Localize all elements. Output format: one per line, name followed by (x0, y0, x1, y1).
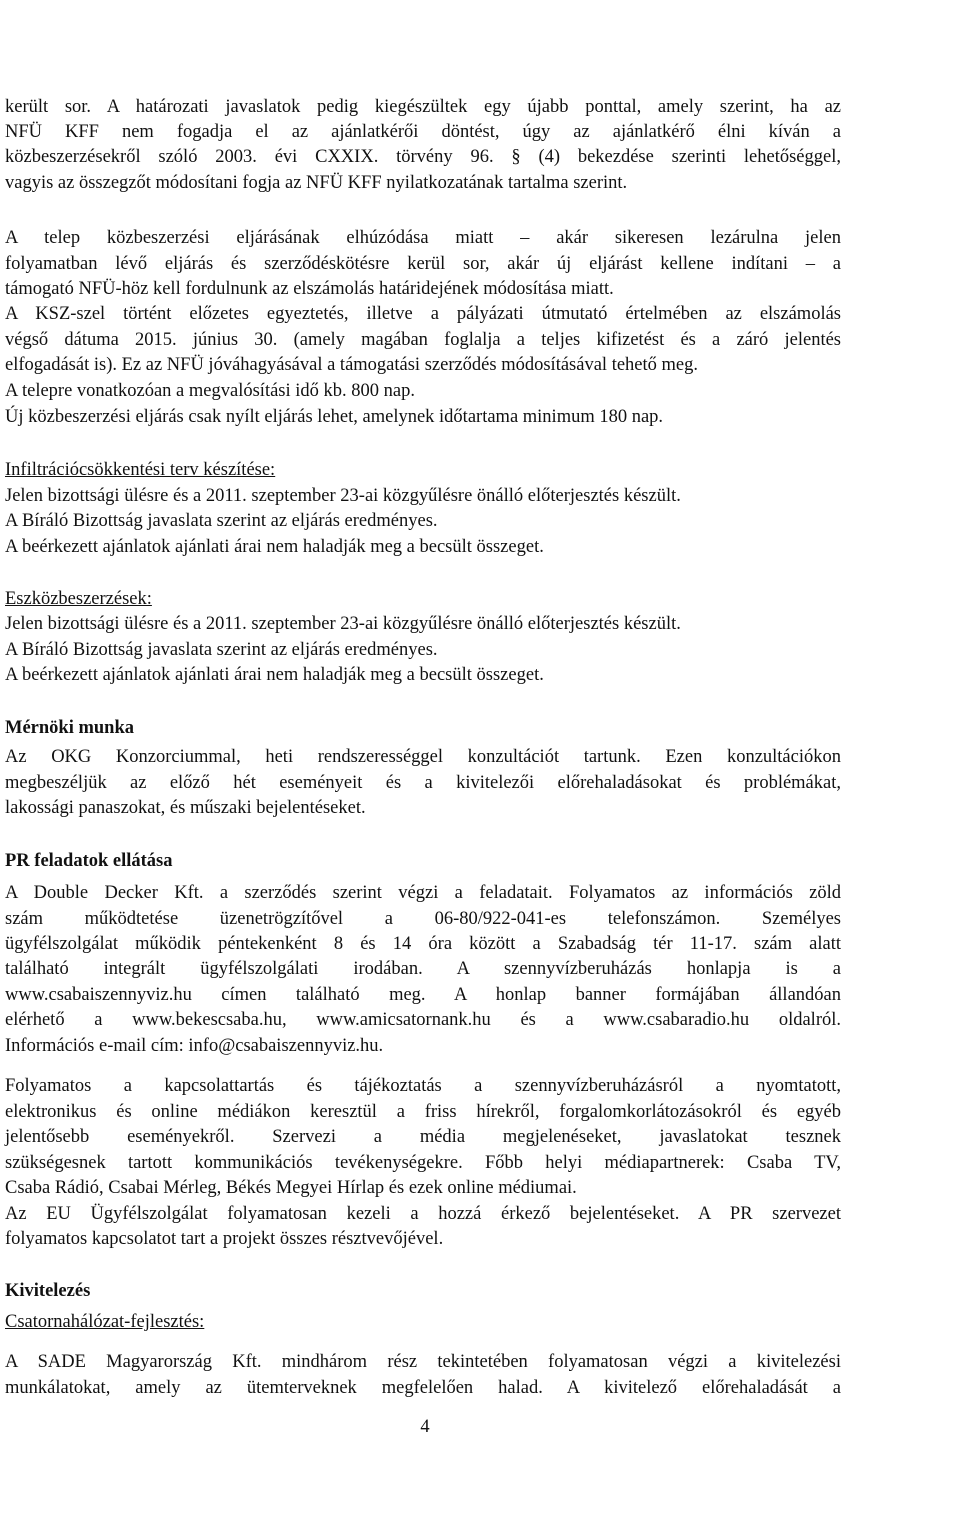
paragraph-line: munkálatokat, amely az ütemterveknek megfelelően halad. A kivitelező előrehaladását a (5, 1378, 841, 1398)
paragraph-line: A Double Decker Kft. a szerződés szerint végzi a feladatait. Folyamatos az információs zöld (5, 883, 841, 903)
paragraph-line: vagyis az összegzőt módosítani fogja az NFÜ KFF nyilatkozatának tartalma szerint. (5, 173, 628, 193)
paragraph-line: Csaba Rádió, Csabai Mérleg, Békés Megyei Hírlap és ezek online médiumai. (5, 1178, 577, 1198)
page-number: 4 (420, 1417, 430, 1437)
paragraph-line: Információs e-mail cím: info@csabaiszennyviz.hu. (5, 1036, 384, 1056)
paragraph-line: A Bíráló Bizottság javaslata szerint az eljárás eredményes. (5, 640, 438, 660)
paragraph-line: folyamatban lévő eljárás és szerződéskötésre kerül sor, akár új eljárást kellene indítani – a (5, 254, 841, 274)
paragraph-line: www.csabaiszennyviz.hu címen található meg. A honlap banner formájában állandóan (5, 985, 841, 1005)
paragraph-line: A KSZ-szel történt előzetes egyeztetés, illetve a pályázati útmutató értelmében az elszámolás (5, 304, 841, 324)
paragraph-line: Az EU Ügyfélszolgálat folyamatosan kezeli a hozzá érkező bejelentéseket. A PR szervezet (5, 1204, 841, 1224)
paragraph-line: Új közbeszerzési eljárás csak nyílt eljárás lehet, amelynek időtartama minimum 180 nap. (5, 407, 664, 427)
paragraph-line: támogató NFÜ-höz kell fordulnunk az elszámolás határidejének módosítása miatt. (5, 279, 614, 299)
paragraph-line: elektronikus és online médiákon keresztül a friss hírekről, forgalomkorlátozásokról és egyéb (5, 1102, 841, 1122)
section-subheading: Infiltrációcsökkentési terv készítése: (5, 460, 276, 480)
paragraph-line: végső dátuma 2015. június 30. (amely magában foglalja a teljes kifizetést és a záró jelentés (5, 330, 841, 350)
paragraph-line: közbeszerzésekről szóló 2003. évi CXXIX. törvény 96. § (4) bekezdése szerinti lehetőséggel, (5, 147, 841, 167)
paragraph-line: lakossági panaszokat, és műszaki bejelentéseket. (5, 798, 366, 818)
paragraph-line: található integrált ügyfélszolgálati irodában. A szennyvízberuházás honlapja is a (5, 959, 841, 979)
paragraph-line: Jelen bizottsági ülésre és a 2011. szeptember 23-ai közgyűlésre önálló előterjesztés készült. (5, 614, 681, 634)
paragraph-line: elérhető a www.bekescsaba.hu, www.amicsatornank.hu és a www.csabaradio.hu oldalról. (5, 1010, 841, 1030)
paragraph-line: elfogadását is). Ez az NFÜ jóváhagyásával a támogatási szerződés módosításával tehető meg. (5, 355, 698, 375)
section-subheading: Csatornahálózat-fejlesztés: (5, 1312, 205, 1332)
paragraph-line: Folyamatos a kapcsolattartás és tájékoztatás a szennyvízberuházásról a nyomtatott, (5, 1076, 841, 1096)
paragraph-line: ügyfélszolgálat működik péntekenként 8 és 14 óra között a Szabadság tér 11-17. szám alatt (5, 934, 841, 954)
paragraph-line: szükségesnek tartott kommunikációs tevékenységekre. Főbb helyi médiapartnerek: Csaba TV, (5, 1153, 841, 1173)
paragraph-line: NFÜ KFF nem fogadja el az ajánlatkérői döntést, úgy az ajánlatkérő élni kíván a (5, 122, 841, 142)
section-heading: Mérnöki munka (5, 718, 135, 738)
paragraph-line: A Bíráló Bizottság javaslata szerint az eljárás eredményes. (5, 511, 438, 531)
section-heading: Kivitelezés (5, 1281, 91, 1301)
paragraph-line: Jelen bizottsági ülésre és a 2011. szeptember 23-ai közgyűlésre önálló előterjesztés készült. (5, 486, 681, 506)
section-subheading: Eszközbeszerzések: (5, 589, 152, 609)
paragraph-line: Az OKG Konzorciummal, heti rendszerességgel konzultációt tartunk. Ezen konzultációkon (5, 747, 841, 767)
paragraph-line: A telep közbeszerzési eljárásának elhúzódása miatt – akár sikeresen lezárulna jelen (5, 228, 841, 248)
paragraph-line: A beérkezett ajánlatok ajánlati árai nem haladják meg a becsült összeget. (5, 537, 544, 557)
paragraph-line: megbeszéljük az előző hét eseményeit és a kivitelezői előrehaladásokat és problémákat, (5, 773, 841, 793)
paragraph-line: A telepre vonatkozóan a megvalósítási idő kb. 800 nap. (5, 381, 415, 401)
paragraph-line: jelentősebb eseményekről. Szervezi a média megjelenéseket, javaslatokat tesznek (5, 1127, 841, 1147)
paragraph-line: folyamatos kapcsolatot tart a projekt összes résztvevőjével. (5, 1229, 444, 1249)
section-heading: PR feladatok ellátása (5, 851, 173, 871)
paragraph-line: A SADE Magyarország Kft. mindhárom rész tekintetében folyamatosan végzi a kivitelezési (5, 1352, 841, 1372)
paragraph-line: került sor. A határozati javaslatok pedig kiegészültek egy újabb ponttal, amely szerint, ha az (5, 97, 841, 117)
paragraph-line: szám működtetése üzenetrögzítővel a 06-80/922-041-es telefonszámon. Személyes (5, 909, 841, 929)
paragraph-line: A beérkezett ajánlatok ajánlati árai nem haladják meg a becsült összeget. (5, 665, 544, 685)
